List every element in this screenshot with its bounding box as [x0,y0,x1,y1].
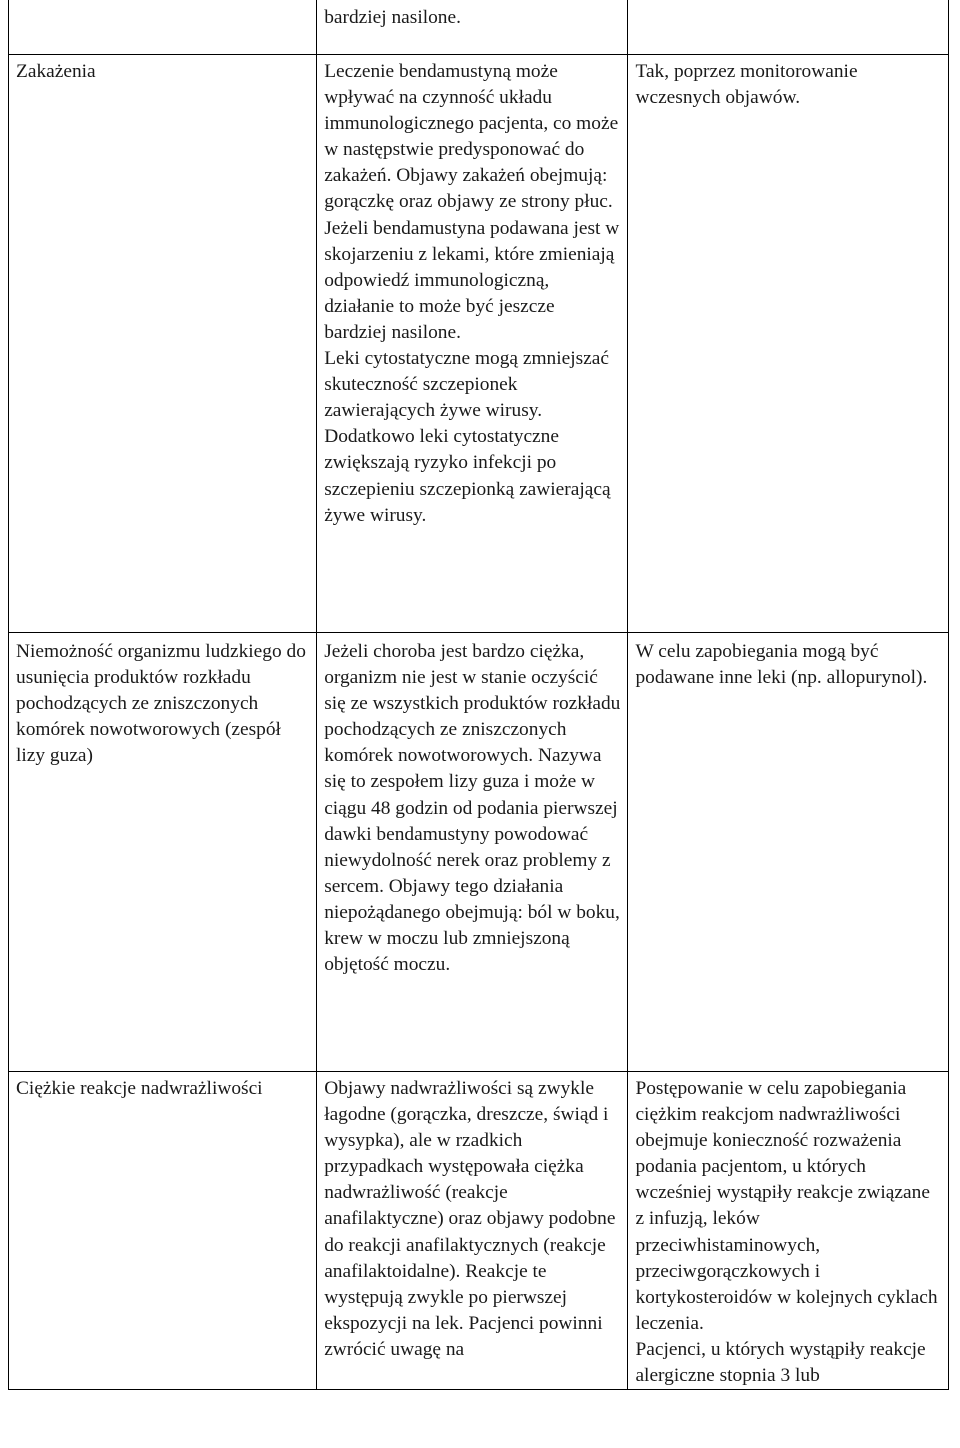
table-cell [628,0,949,55]
reaction-name: Zakażenia [16,61,96,82]
reaction-name: Niemożność organizmu ludzkiego do usunięcia produktów rozkładu pochodzących ze zniszczonych komórek nowotworowych (zespół lizy guza) [16,641,306,767]
table-cell [317,0,628,55]
table-cell [9,0,317,55]
prevention-text: Postępowanie w celu zapobiegania ciężkim reakcjom nadwrażliwości obejmuje konieczność rozważenia podania pacjentom, u których wcześniej wystąpiły reakcje związane z infuzją, leków przeciwhistaminowych, przeciwgorączkowych i kortykosteroidów w kolejnych cyklach leczenia. [635,1078,938,1334]
table-row [9,0,949,55]
reaction-cell [9,633,317,1072]
description-paragraph: Leczenie bendamustyną może wpływać na czynność układu immunologicznego pacjenta, co może w następstwie predysponować do zakażeń. Objawy zakażeń obejmują: gorączkę oraz objawy ze strony płuc. [324,61,619,213]
reaction-cell [9,55,317,633]
reaction-name: Ciężkie reakcje nadwrażliwości [16,1078,263,1099]
prevention-text: Pacjenci, u których wystąpiły reakcje alergiczne stopnia 3 lub [635,1338,926,1387]
prevention-cell [628,1072,949,1390]
description-paragraph: Jeżeli choroba jest bardzo ciężka, organizm nie jest w stanie oczyścić się ze wszystkich produktów rozkładu pochodzących ze zniszczonych komórek nowotworowych. Nazywa się to zespołem lizy guza i może w ciągu 48 godzin od podania pierwszej dawki bendamustyny powodować niewydolność nerek oraz problemy z sercem. Objawy tego działania niepożądanego obejmują: ból w boku, krew w moczu lub zmniejszoną objętość moczu. [324,641,621,976]
reaction-cell [9,1072,317,1390]
description-cell [317,633,628,1072]
prevention-cell [628,55,949,633]
description-cell [317,1072,628,1390]
description-paragraph: Objawy nadwrażliwości są zwykle łagodne (gorączka, dreszcze, świąd i wysypka), ale w rzadkich przypadkach występowała ciężka nadwrażliwość (reakcje anafilaktyczne) oraz objawy podobne do reakcji anafilaktycznych (reakcje anafilaktoidalne). Reakcje te występują zwykle po pierwszej ekspozycji na lek. Pacjenci powinni zwrócić uwagę na [324,1078,616,1360]
prevention-text: Tak, poprzez monitorowanie wczesnych objawów. [635,61,858,109]
table-row [9,633,949,1072]
description-paragraph: Jeżeli bendamustyna podawana jest w skojarzeniu z lekami, które zmieniają odpowiedź immunologiczną, działanie to może być jeszcze bardziej nasilone. [324,217,620,343]
prevention-text: W celu zapobiegania mogą być podawane inne leki (np. allopurynol). [635,641,928,689]
description-cell [317,55,628,633]
description-paragraph: Leki cytostatyczne mogą zmniejszać skuteczność szczepionek zawierających żywe wirusy. Dodatkowo leki cytostatyczne zwiększają ryzyko infekcji po szczepieniu szczepionką zawierającą żywe wirusy. [324,348,611,526]
table-row [9,1072,949,1390]
table-row [9,55,949,633]
adverse-reactions-table [8,0,949,1390]
prevention-cell [628,633,949,1072]
cell-text: bardziej nasilone. [324,7,461,28]
